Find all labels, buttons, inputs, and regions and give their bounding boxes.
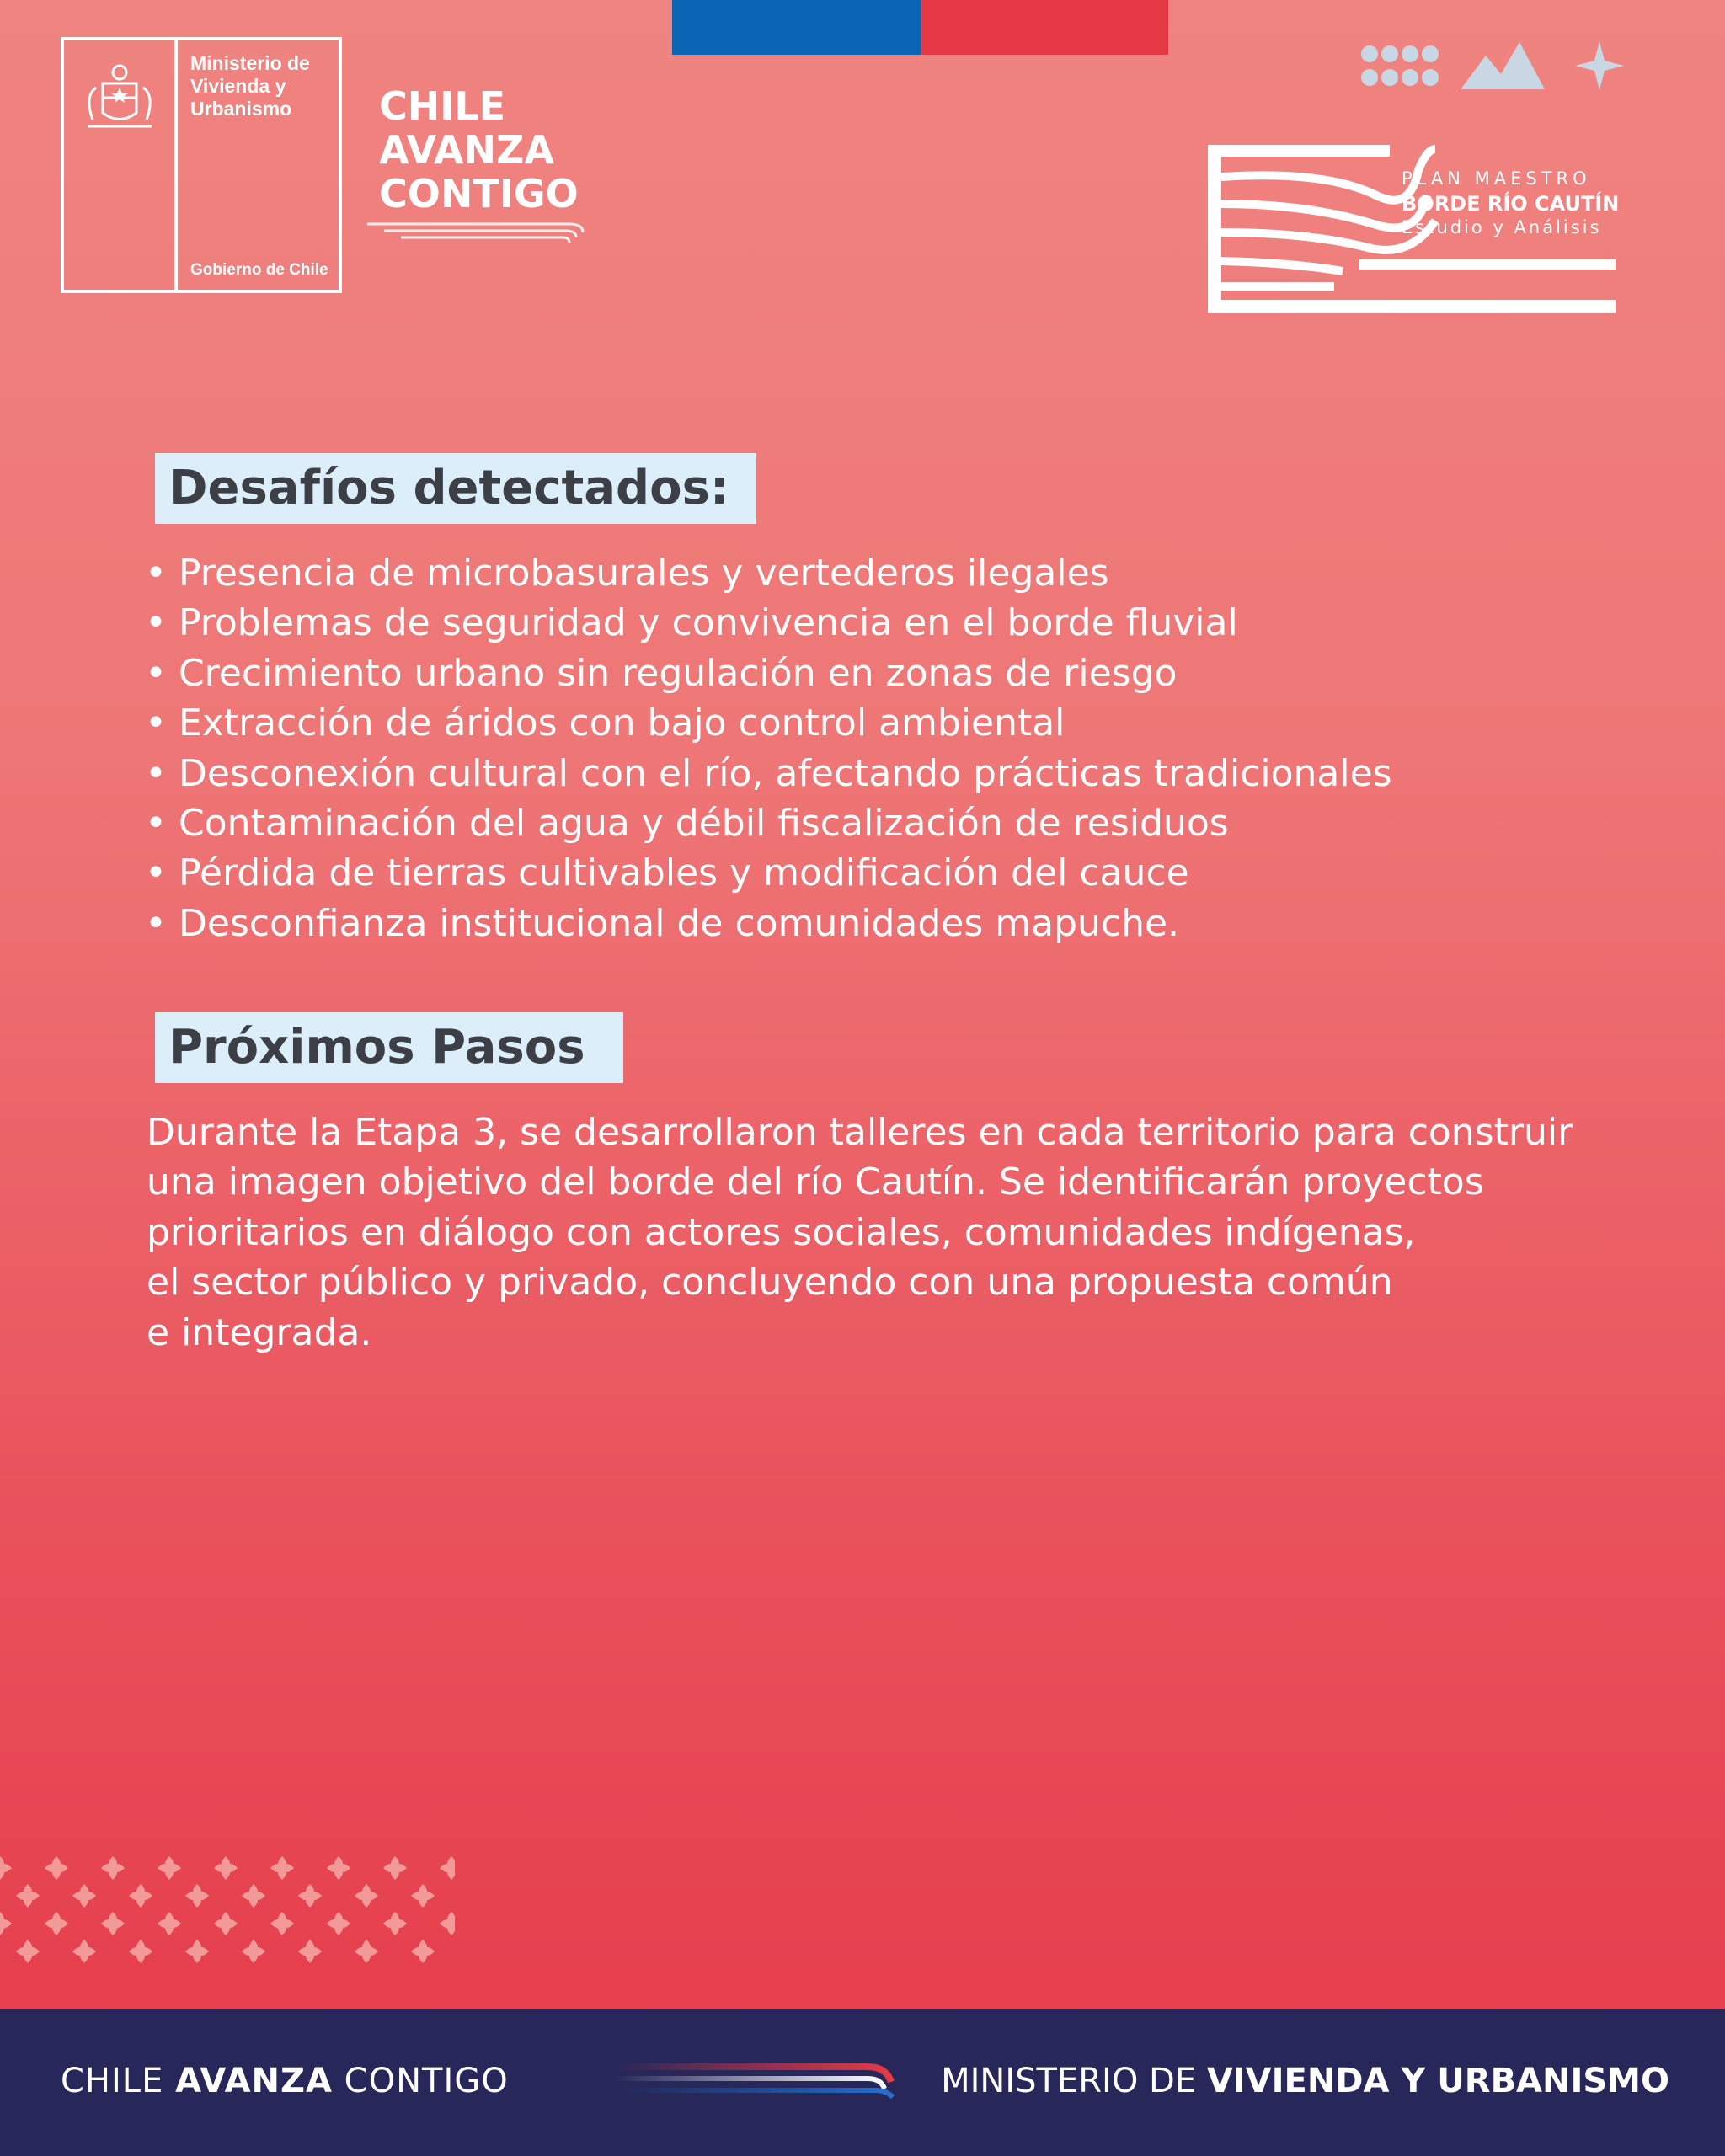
next-steps-paragraph: Durante la Etapa 3, se desarrollaron talleres en cada territorio para construir una imagen objetivo del borde del río Cautín. Se identificarán proyectos prioritarios en diálogo con actores sociales, comunidades indígenas, el sector público y privado, concluyendo con una propuesta común e integrada.	[147, 1111, 1573, 1354]
list-item	[145, 548, 1392, 598]
list-item-text: Extracción de áridos con bajo control ambiental	[178, 702, 1065, 745]
bullet-icon: •	[145, 702, 167, 745]
ministry-name: Ministerio de Vivienda y Urbanismo	[190, 52, 310, 120]
list-item	[145, 598, 1392, 648]
government-logo	[61, 37, 342, 293]
speed-lines-icon	[367, 221, 586, 246]
bullet-icon: •	[145, 552, 167, 595]
challenges-list	[145, 548, 1392, 948]
bullet-icon: •	[145, 851, 167, 895]
flag-stripe-red	[921, 0, 1169, 55]
list-item-text: Desconexión cultural con el río, afectando prácticas tradicionales	[178, 751, 1392, 795]
plan-maestro-title	[1402, 168, 1619, 237]
logo-divider	[174, 40, 178, 290]
list-item	[145, 749, 1392, 798]
bullet-icon: •	[145, 802, 167, 846]
challenges-heading: Desafíos detectados:	[155, 453, 756, 524]
footer-slogan: CHILE AVANZA CONTIGO	[61, 2062, 509, 2100]
bullet-icon: •	[145, 751, 167, 795]
decorative-shapes-icon	[1359, 37, 1629, 96]
list-item	[145, 698, 1392, 748]
chile-coat-of-arms-icon	[77, 54, 162, 138]
list-item-text: Problemas de seguridad y convivencia en el borde fluvial	[178, 601, 1238, 645]
list-item	[145, 848, 1392, 898]
bullet-icon: •	[145, 601, 167, 645]
list-item	[145, 798, 1392, 848]
bullet-icon: •	[145, 651, 167, 695]
list-item-text: Pérdida de tierras cultivables y modificación del cauce	[178, 851, 1189, 895]
list-item-text: Contaminación del agua y débil fiscalización de residuos	[178, 802, 1229, 846]
bullet-icon: •	[145, 901, 167, 945]
plan-line-3: Estudio y Análisis	[1402, 217, 1602, 237]
list-item-text: Desconfianza institucional de comunidades mapuche.	[178, 901, 1180, 945]
slogan-logo: CHILE AVANZA CONTIGO	[379, 83, 579, 216]
government-name: Gobierno de Chile	[190, 261, 328, 279]
speed-stripes-icon	[615, 2060, 910, 2102]
list-item	[145, 899, 1392, 948]
flag-stripe-blue	[672, 0, 921, 55]
list-item-text: Crecimiento urbano sin regulación en zonas de riesgo	[178, 651, 1178, 695]
footer-ministry: MINISTERIO DE VIVIENDA Y URBANISMO	[941, 2062, 1669, 2100]
list-item-text: Presencia de microbasurales y vertederos ilegales	[178, 552, 1109, 595]
list-item	[145, 648, 1392, 698]
next-steps-heading: Próximos Pasos	[155, 1012, 623, 1083]
plan-line-2: BORDE RÍO CAUTÍN	[1402, 192, 1620, 216]
plan-line-1: PLAN MAESTRO	[1402, 168, 1591, 189]
footer-bar	[0, 2009, 1725, 2156]
decorative-pattern-icon	[0, 1853, 455, 1967]
flag-stripe	[672, 0, 1168, 55]
